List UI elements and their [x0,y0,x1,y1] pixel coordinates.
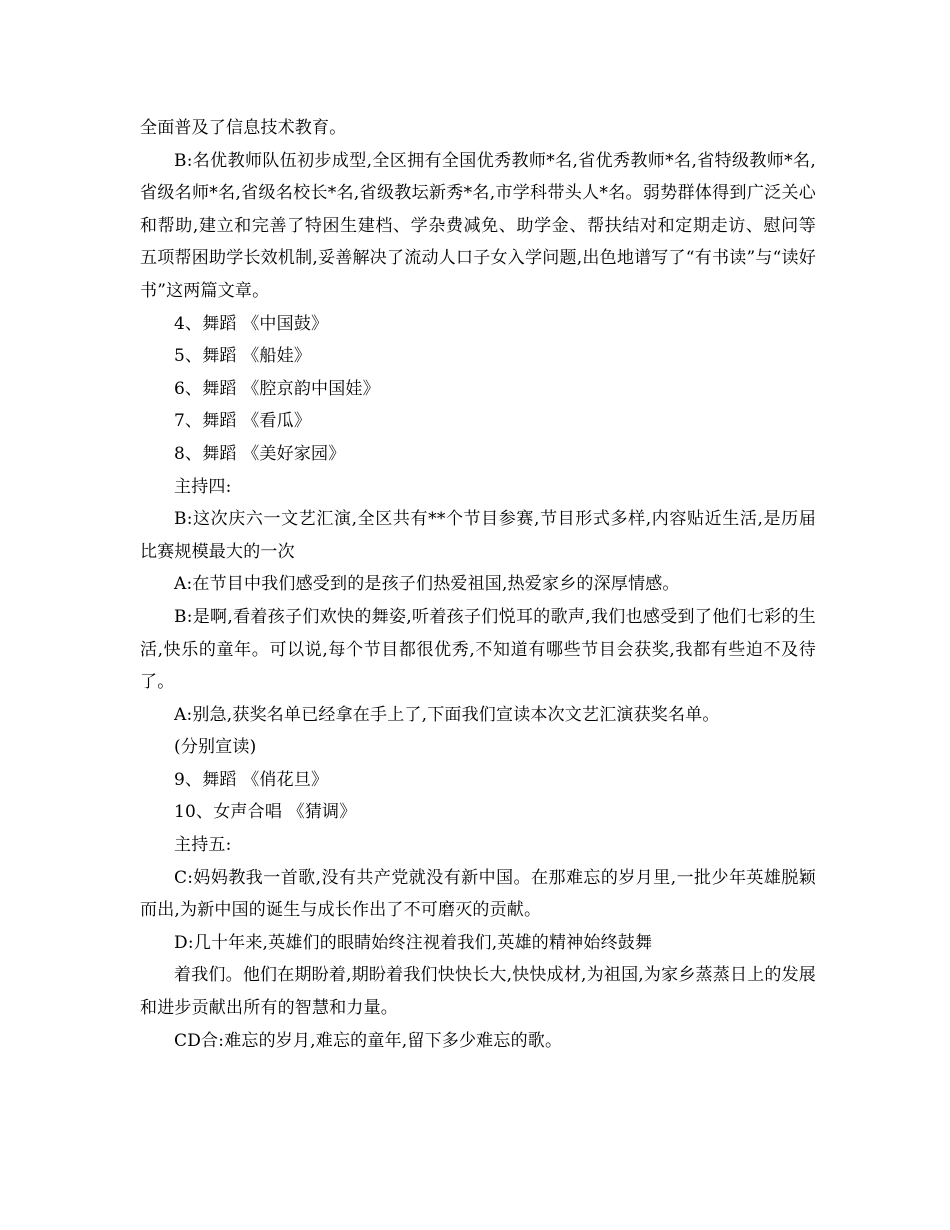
paragraph: C:妈妈教我一首歌,没有共产党就没有新中国。在那难忘的岁月里,一批少年英雄脱颖而出,为新中国的诞生与成长作出了不可磨灭的贡献。 [140,867,816,921]
paragraph: 7、舞蹈 《看瓜》 [174,411,312,432]
paragraph: (分别宣读) [174,737,257,758]
paragraph: 着我们。他们在期盼着,期盼着我们快快长大,快快成材,为祖国,为家乡蒸蒸日上的发展和进步贡献出所有的智慧和力量。 [140,965,816,1019]
paragraph: 10、女声合唱 《猜调》 [174,802,357,823]
paragraph: 6、舞蹈 《腔京韵中国娃》 [174,378,380,399]
paragraph: 5、舞蹈 《船娃》 [174,346,312,367]
paragraph: D:几十年来,英雄们的眼睛始终注视着我们,英雄的精神始终鼓舞 [174,932,653,953]
paragraph: A:别急,获奖名单已经拿在手上了,下面我们宣读本次文艺汇演获奖名单。 [174,704,720,725]
paragraph: 8、舞蹈 《美好家园》 [174,443,346,464]
document-body [140,112,816,1057]
paragraph: B:名优教师队伍初步成型,全区拥有全国优秀教师*名,省优秀教师*名,省特级教师*名,省级名师*名,省级名校长*名,省级教坛新秀*名,市学科带头人*名。弱势群体得到广泛关心和帮助,建立和完善了特困生建档、学杂费减免、助学金、帮扶结对和定期走访、慰问等五项帮困助学长效机制,妥善解决了流动人口子女入学问题,出色地谱写了“有书读”与“读好书”这两篇文章。 [140,150,816,301]
paragraph: 9、舞蹈 《俏花旦》 [174,769,329,790]
paragraph: 主持五: [174,835,232,856]
paragraph: CD合:难忘的岁月,难忘的童年,留下多少难忘的歌。 [174,1030,563,1051]
paragraph: 全面普及了信息技术教育。 [140,118,347,138]
paragraph: 4、舞蹈 《中国鼓》 [174,313,329,334]
paragraph: 主持四: [174,476,232,497]
paragraph: B:是啊,看着孩子们欢快的舞姿,听着孩子们悦耳的歌声,我们也感受到了他们七彩的生活,快乐的童年。可以说,每个节目都很优秀,不知道有哪些节目会获奖,我都有些迫不及待了。 [140,606,816,693]
paragraph: A:在节目中我们感受到的是孩子们热爱祖国,热爱家乡的深厚情感。 [174,574,680,595]
paragraph: B:这次庆六一文艺汇演,全区共有**个节目参赛,节目形式多样,内容贴近生活,是历届比赛规模最大的一次 [140,509,816,562]
